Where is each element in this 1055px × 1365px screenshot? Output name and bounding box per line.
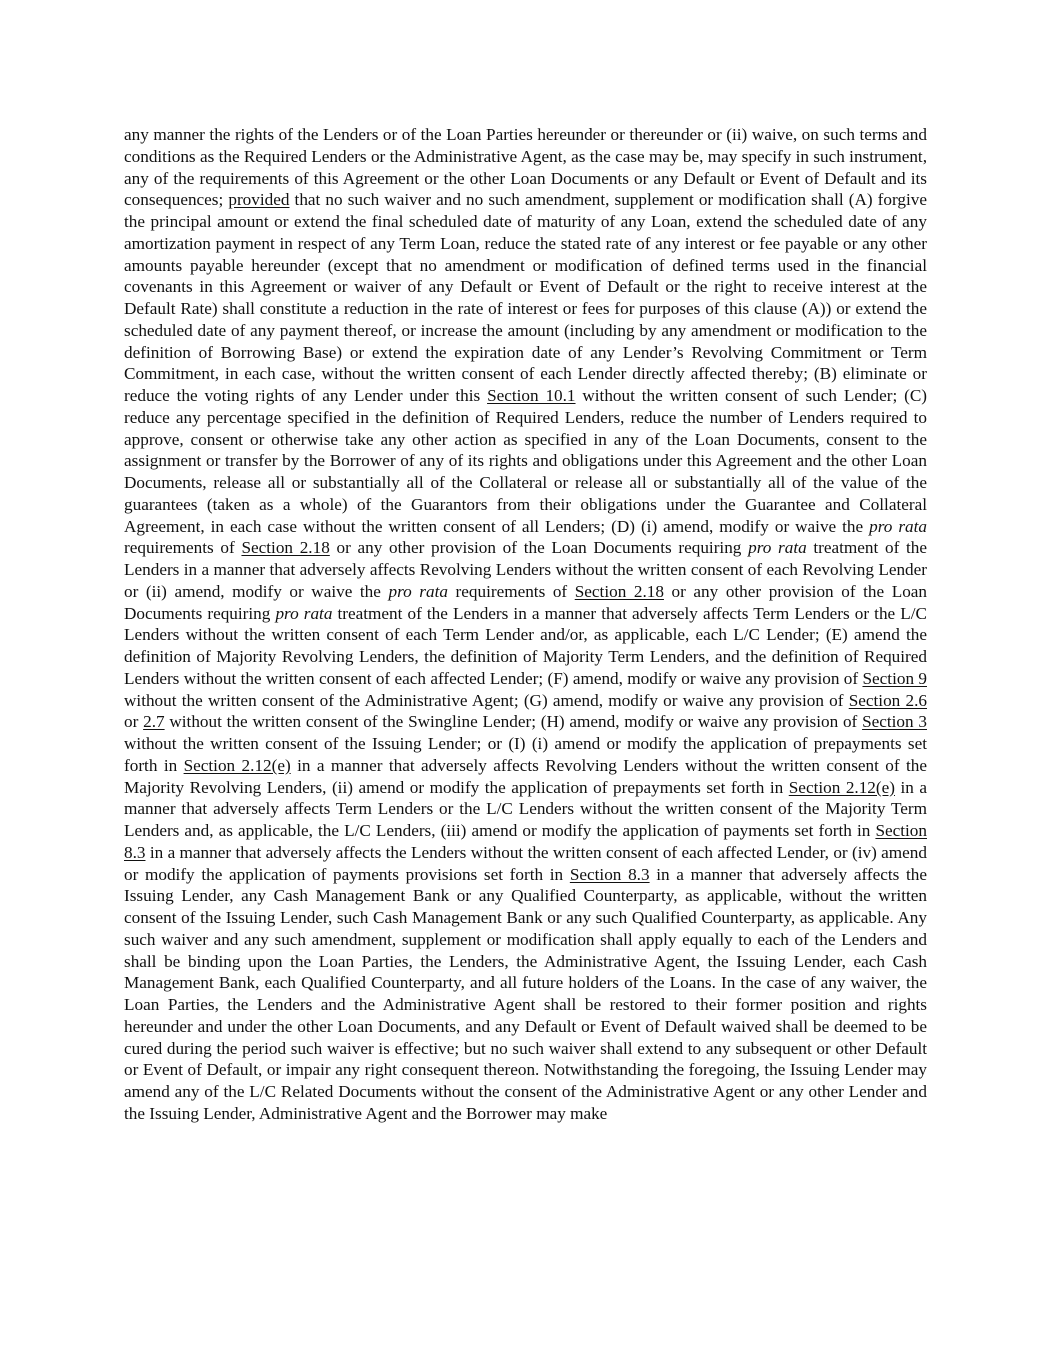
text-run: without the written consent of the Swingline Lender; (H) amend, modify or waive any provision of <box>164 712 863 732</box>
section-reference-link[interactable]: Section 3 <box>862 712 927 732</box>
text-run: in a manner that adversely affects Term Lenders or the L/C Lenders without the written consent of the Majority Term Lenders and, as applicable, the L/C Lenders, (iii) amend or modify the application of payments set forth in <box>124 777 928 840</box>
text-run: or any other provision of the Loan Documents requiring <box>329 538 749 558</box>
section-reference-link[interactable]: Section 9 <box>862 668 927 688</box>
section-reference-link[interactable]: Section 2.12(e) <box>788 777 895 797</box>
document-page <box>124 124 927 1125</box>
section-reference-link[interactable]: 2.7 <box>143 712 165 732</box>
section-reference-link[interactable]: Section 8.3 <box>569 864 650 884</box>
section-reference-link[interactable]: Section 2.12(e) <box>183 755 291 775</box>
text-run: that no such waiver and no such amendment, supplement or modification shall (A) forgive the principal amount or extend the final scheduled date of maturity of any Loan, extend the scheduled date of any amortization payment in respect of any Term Loan, reduce the stated rate of any interest or fee payable or any other amounts payable hereunder (except that no amendment or modification of defined terms used in the financial covenants in this Agreement or waiver of any Default or Event of Default or the right to receive interest at the Default Rate) shall constitute a reduction in the rate of interest or fees for purposes of this clause (A)) or extend the scheduled date of any payment thereof, or increase the amount (including by any amendment or modification to the definition of Borrowing Base) or extend the expiration date of any Lender’s Revolving Commitment or Term Commitment, in each case, without the written consent of each Lender directly affected thereby; (B) eliminate or reduce the voting rights of any Lender under this <box>124 190 927 405</box>
section-reference-link[interactable]: Section 8.3 <box>124 821 927 862</box>
section-reference-link[interactable]: Section 2.18 <box>574 581 664 601</box>
text-run: treatment of the Lenders in a manner that adversely affects Term Lenders or the L/C Lenders without the written consent of each Term Lender and/or, as applicable, each L/C Lender; (E) amend the definition of Majority Revolving Lenders, the definition of Majority Term Lenders, and the definition of Required Lenders without the written consent of each affected Lender; (F) amend, modify or waive any provision of <box>124 603 927 688</box>
italic-term: pro rata <box>869 516 928 536</box>
text-run: in a manner that adversely affects the Issuing Lender, any Cash Management Bank or any Qualified Counterparty, as applicable, without the written consent of the Issuing Lender, such Cash Management Bank or any such Qualified Counterparty, as applicable. Any such waiver and any such amendment, supplement or modification shall apply equally to each of the Lenders and shall be binding upon the Loan Parties, the Lenders, the Administrative Agent, the Issuing Lender, each Cash Management Bank, each Qualified Counterparty, and all future holders of the Loans. In the case of any waiver, the Loan Parties, the Lenders and the Administrative Agent shall be restored to their former position and rights hereunder and under the other Loan Documents, and any Default or Event of Default waived shall be deemed to be cured during the period such waiver is effective; but no such waiver shall extend to any subsequent or other Default or Event of Default, or impair any right consequent thereon. Notwithstanding the foregoing, the Issuing Lender may amend any of the L/C Related Documents without the consent of the Administrative Agent or any other Lender and the Issuing Lender, Administrative Agent and the Borrower may make <box>124 864 928 1123</box>
section-reference-link[interactable]: Section 10.1 <box>487 386 576 405</box>
body-paragraph <box>124 124 927 1125</box>
text-run: in a manner that adversely affects Revolving Lenders without the written consent of the Majority Revolving Lenders, (ii) amend or modify the application of prepayments set forth in <box>124 755 928 797</box>
italic-term: pro rata <box>748 538 807 558</box>
text-run: without the written consent of the Administrative Agent; (G) amend, modify or waive any provision of <box>124 690 849 710</box>
section-reference-link[interactable]: Section 2.6 <box>848 690 927 710</box>
text-run: requirements of <box>124 538 242 558</box>
defined-term-provided: provided <box>228 190 290 210</box>
text-run: in a manner that adversely affects the Lenders without the written consent of each affected Lender, or (iv) amend or modify the application of payments provisions set forth in <box>124 842 927 884</box>
section-reference-link[interactable]: Section 2.18 <box>241 538 330 558</box>
text-run: treatment of the Lenders in a manner that adversely affects Revolving Lenders without the written consent of each Revolving Lender or (ii) amend, modify or waive the <box>124 538 928 601</box>
italic-term: pro rata <box>388 581 448 601</box>
text-run: any manner the rights of the Lenders or of the Loan Parties hereunder or thereunder or (ii) waive, on such terms and conditions as the Required Lenders or the Administrative Agent, as the case may be, may specify in such instrument, any of the requirements of this Agreement or the other Loan Documents or any Default or Event of Default and its consequences; <box>124 125 927 210</box>
text-run: without the written consent of the Issuing Lender; or (I) (i) amend or modify the application of prepayments set forth in <box>124 734 927 775</box>
text-run: or any other provision of the Loan Documents requiring <box>124 581 928 623</box>
text-run: without the written consent of such Lender; (C) reduce any percentage specified in the definition of Required Lenders, reduce the number of Lenders required to approve, consent or otherwise take any other action as specified in any of the Loan Documents, consent to the assignment or transfer by the Borrower of any of its rights and obligations under this Agreement and the other Loan Documents, release all or substantially all of the Collateral or release all or substantially all of the value of the guarantees (taken as a whole) of the Guarantors from their obligations under the Guarantee and Collateral Agreement, in each case without the written consent of all Lenders; (D) (i) amend, modify or waive the <box>124 386 928 536</box>
text-run: requirements of <box>447 581 575 601</box>
text-run: or <box>124 712 144 732</box>
italic-term: pro rata <box>275 603 333 623</box>
